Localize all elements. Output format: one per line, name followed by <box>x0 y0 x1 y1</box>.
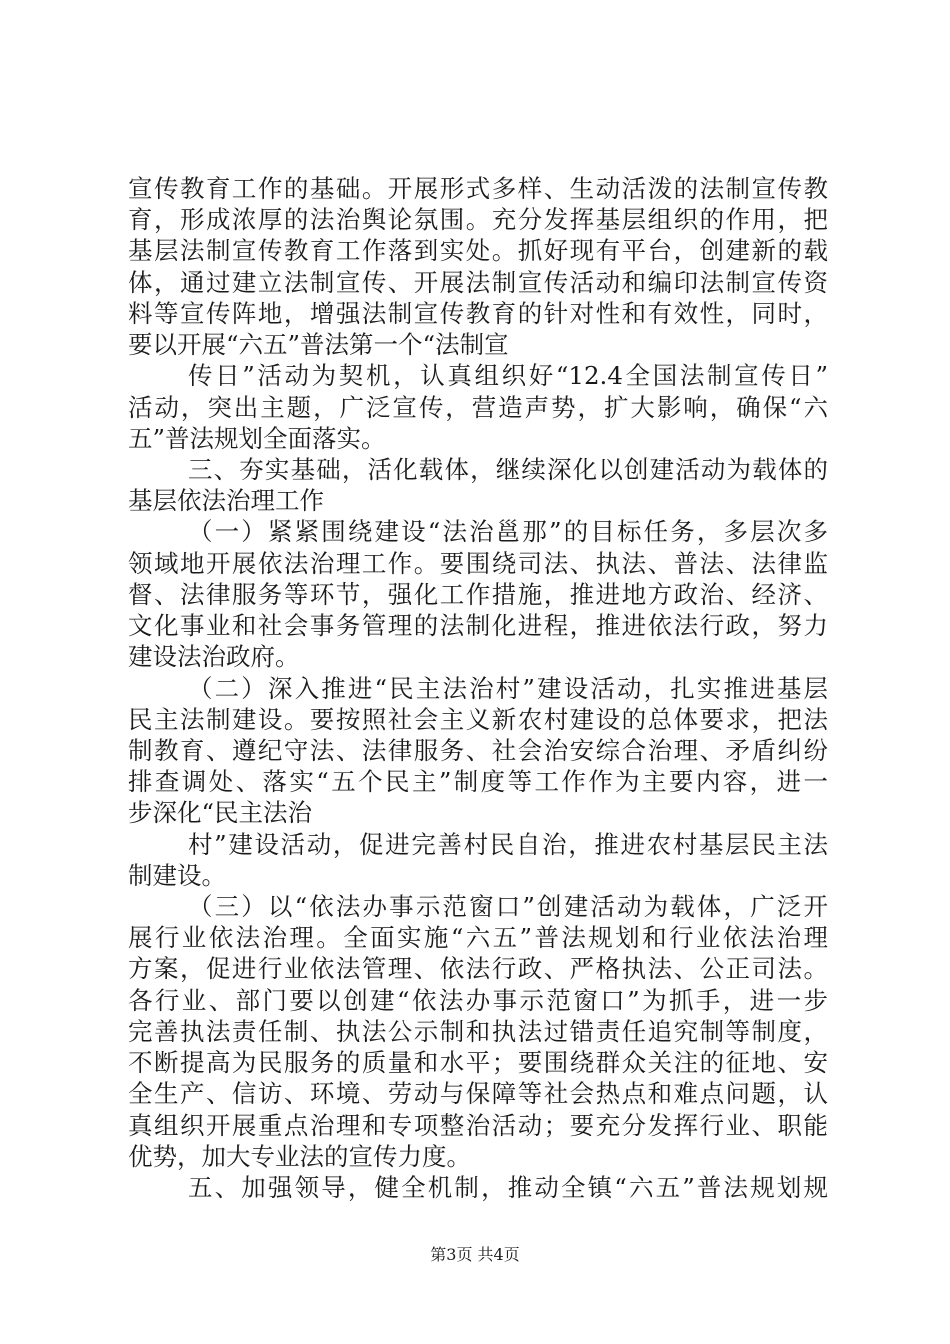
text-line: （二）深入推进“民主法治村”建设活动，扎实推进基层 <box>188 674 828 703</box>
section-heading: 基层依法治理工作 <box>128 486 324 515</box>
text-line: 民主法制建设。要按照社会主义新农村建设的总体要求，把法 <box>128 705 828 734</box>
text-line: 展行业依法治理。全面实施“六五”普法规划和行业依法治理 <box>128 923 828 952</box>
text-line: 建设法治政府。 <box>128 642 300 671</box>
text-line: 基层法制宣传教育工作落到实处。抓好现有平台，创建新的载 <box>128 236 828 265</box>
text-line: 传日”活动为契机，认真组织好“12.4全国法制宣传日” <box>188 361 828 390</box>
text-line: 活动，突出主题，广泛宣传，营造声势，扩大影响，确保“六 <box>128 393 828 422</box>
text-line: 不断提高为民服务的质量和水平；要围绕群众关注的征地、安 <box>128 1048 828 1077</box>
text-line: 领域地开展依法治理工作。要围绕司法、执法、普法、法律监 <box>128 549 828 578</box>
text-line: 真组织开展重点治理和专项整治活动；要充分发挥行业、职能 <box>128 1111 828 1140</box>
text-line: 五”普法规划全面落实。 <box>128 424 386 453</box>
text-line: 督、法律服务等环节，强化工作措施，推进地方政治、经济、 <box>128 580 828 609</box>
text-line: 全生产、信访、环境、劳动与保障等社会热点和难点问题，认 <box>128 1079 828 1108</box>
text-line: 排查调处、落实“五个民主”制度等工作作为主要内容，进一 <box>128 767 828 796</box>
text-line: 制建设。 <box>128 861 226 890</box>
section-heading: 三、夯实基础，活化载体，继续深化以创建活动为载体的 <box>188 455 828 484</box>
text-line: 料等宣传阵地，增强法制宣传教育的针对性和有效性，同时， <box>128 299 828 328</box>
text-line: 各行业、部门要以创建“依法办事示范窗口”为抓手，进一步 <box>128 986 828 1015</box>
text-line: （三）以“依法办事示范窗口”创建活动为载体，广泛开 <box>188 892 828 921</box>
text-line: 优势，加大专业法的宣传力度。 <box>128 1142 471 1171</box>
text-line: 要以开展“六五”普法第一个“法制宣 <box>128 330 509 359</box>
text-line: 宣传教育工作的基础。开展形式多样、生动活泼的法制宣传教 <box>128 174 828 203</box>
page-footer: 第3页 共4页 <box>430 1245 520 1264</box>
text-line: 村”建设活动，促进完善村民自治，推进农村基层民主法 <box>188 830 828 859</box>
text-line: 制教育、遵纪守法、法律服务、社会治安综合治理、矛盾纠纷 <box>128 736 828 765</box>
text-line: 育，形成浓厚的法治舆论氛围。充分发挥基层组织的作用，把 <box>128 205 828 234</box>
section-heading: 五、加强领导，健全机制，推动全镇“六五”普法规划规 <box>188 1173 828 1202</box>
text-line: （一）紧紧围绕建设“法治邕那”的目标任务，多层次多 <box>188 517 828 546</box>
text-line: 完善执法责任制、执法公示制和执法过错责任追究制等制度， <box>128 1017 828 1046</box>
text-line: 文化事业和社会事务管理的法制化进程，推进依法行政，努力 <box>128 611 828 640</box>
text-line: 步深化“民主法治 <box>128 798 313 827</box>
text-line: 方案，促进行业依法管理、依法行政、严格执法、公正司法。 <box>128 954 828 983</box>
text-line: 体，通过建立法制宣传、开展法制宣传活动和编印法制宣传资 <box>128 268 828 297</box>
